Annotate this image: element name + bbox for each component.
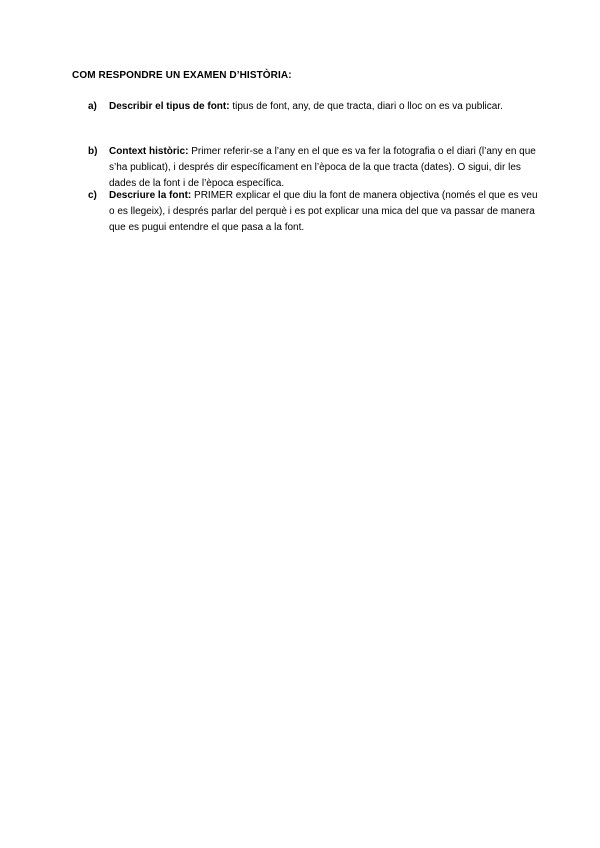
list-item-lead: Descriure la font: (109, 190, 192, 201)
list-item-lead: Describir el tipus de font: (109, 101, 230, 112)
list-marker: a) (88, 101, 97, 112)
list-item-c (88, 188, 538, 236)
list-marker: c) (88, 190, 97, 201)
list-item-a (88, 99, 538, 115)
list-item-body (109, 99, 538, 115)
list-item-text: Primer referir-se a l’any en el que es va fer la fotografia o el diari (l’any en que s’ha publicat), i després dir específicament en l’època de la que tracta (dates). O sigui, dir les dades de la font i de l’època específica. (109, 146, 536, 189)
list-item-text: PRIMER explicar el que diu la font de manera objectiva (només el que es veu o es llegeix), i després parlar del perquè i es pot explicar una mica del que va passar de manera que es pugui entendre el que pasa a la font. (109, 190, 538, 233)
list-item-body (109, 188, 538, 236)
list-item-b (88, 144, 538, 192)
list-item-text: tipus de font, any, de que tracta, diari o lloc on es va publicar. (229, 101, 503, 112)
list-item-lead: Context històric: (109, 146, 189, 157)
list-item-body (109, 144, 538, 192)
list-marker: b) (88, 146, 98, 157)
document-title: COM RESPONDRE UN EXAMEN D’HISTÒRIA: (72, 70, 292, 81)
